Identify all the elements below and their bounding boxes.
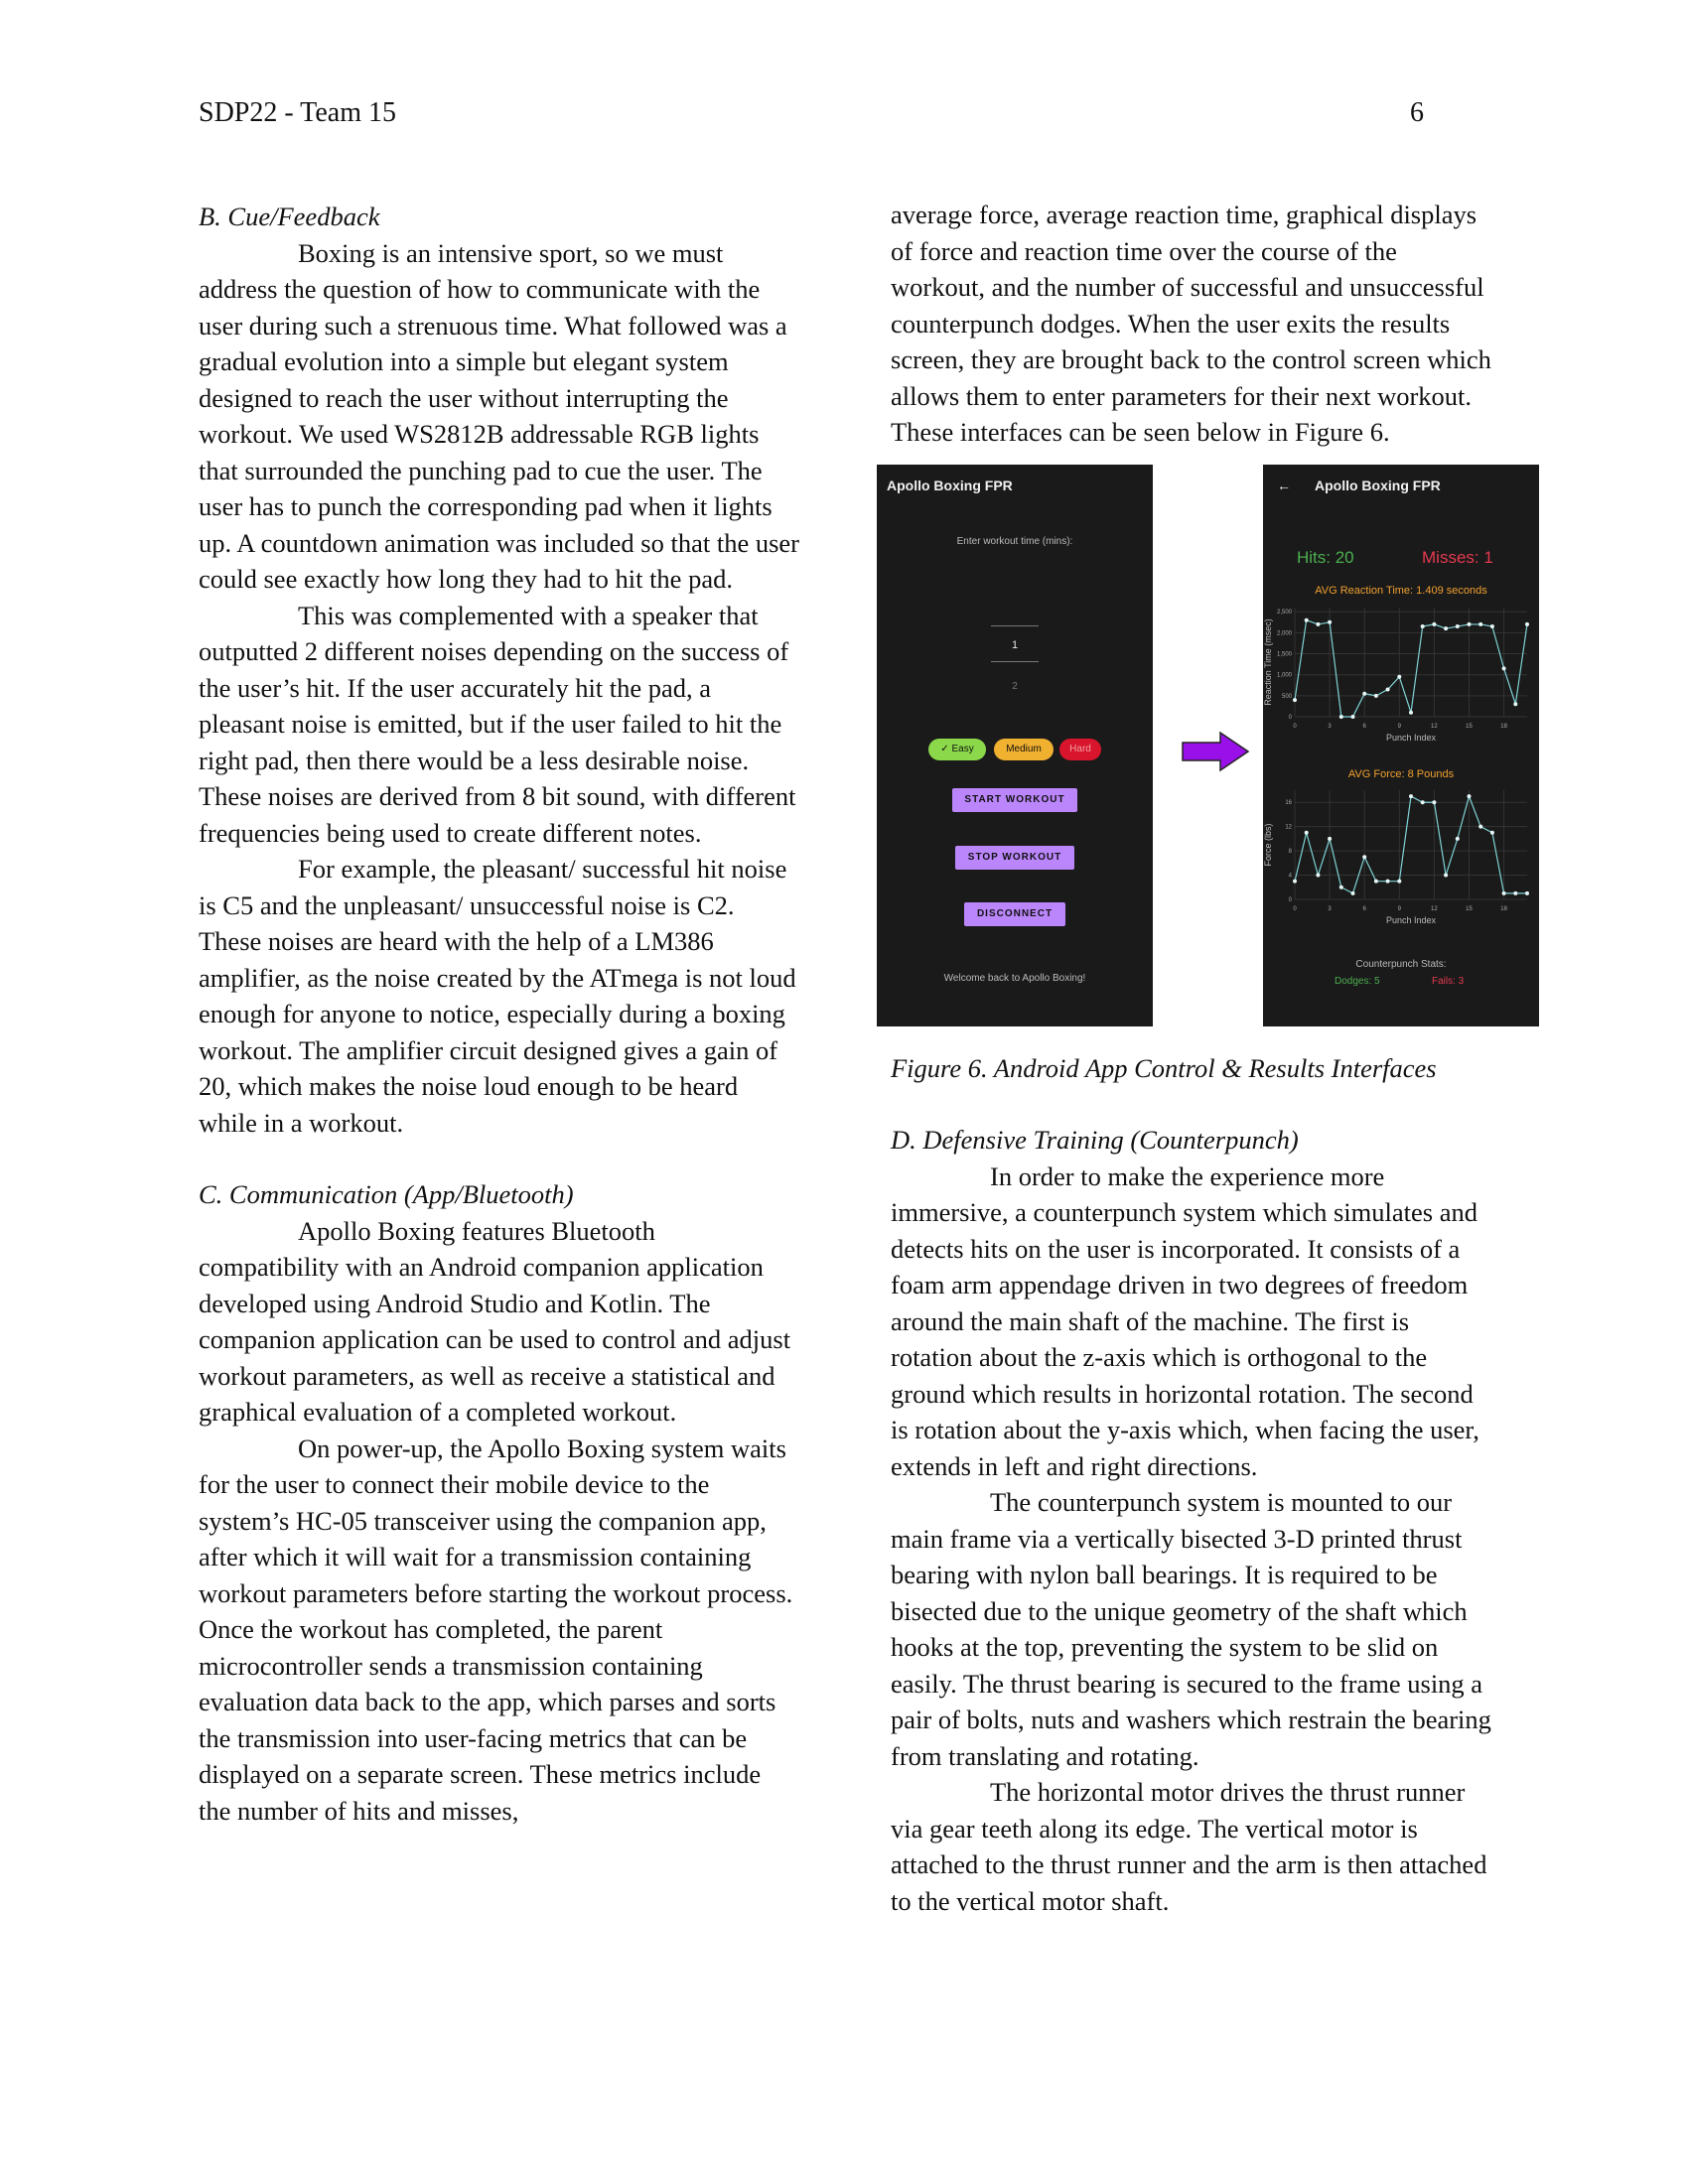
y-tick-label: 12 xyxy=(1285,824,1292,831)
right-column xyxy=(887,197,1507,1919)
paragraph: The horizontal motor drives the thrust runner via gear teeth along its edge. The vertical motor is attached to the thrust runner and the arm is then attached to the vertical motor shaft. xyxy=(891,1777,1487,1916)
data-point xyxy=(1397,674,1401,678)
picker-divider xyxy=(991,625,1039,626)
dodges-count: Dodges: 5 xyxy=(1335,975,1380,987)
data-point xyxy=(1397,879,1401,883)
picker-divider xyxy=(991,661,1039,662)
x-axis-label: Punch Index xyxy=(1385,732,1437,743)
data-point xyxy=(1502,666,1506,670)
stop-workout-button[interactable]: STOP WORKOUT xyxy=(955,846,1074,870)
y-tick-label: 16 xyxy=(1285,799,1292,806)
running-header: SDP22 - Team 15 xyxy=(199,97,396,128)
data-point xyxy=(1351,715,1355,719)
x-tick-label: 6 xyxy=(1362,905,1366,912)
data-point xyxy=(1490,830,1494,834)
data-point xyxy=(1386,879,1390,883)
data-point xyxy=(1421,624,1425,628)
y-tick-label: 8 xyxy=(1288,848,1292,855)
data-point xyxy=(1328,836,1332,840)
figure-6 xyxy=(887,465,1507,1050)
data-point xyxy=(1513,702,1517,706)
data-point xyxy=(1374,879,1378,883)
data-point xyxy=(1351,890,1355,894)
data-point xyxy=(1444,626,1448,630)
hard-chip[interactable] xyxy=(1059,739,1101,760)
x-tick-label: 12 xyxy=(1431,905,1438,912)
data-point xyxy=(1362,855,1366,859)
y-tick-label: 2,000 xyxy=(1276,629,1292,636)
x-tick-label: 9 xyxy=(1397,905,1401,912)
data-point xyxy=(1339,885,1343,888)
data-point xyxy=(1305,830,1309,834)
control-screen xyxy=(877,465,1153,1026)
y-tick-label: 2,500 xyxy=(1276,609,1292,615)
page-number: 6 xyxy=(1410,97,1424,128)
data-point xyxy=(1362,691,1366,695)
data-point xyxy=(1525,621,1529,625)
y-tick-label: 4 xyxy=(1288,873,1292,880)
data-point xyxy=(1513,890,1517,894)
data-point xyxy=(1456,624,1460,628)
data-point xyxy=(1293,879,1297,883)
x-axis-label: Punch Index xyxy=(1385,914,1437,925)
app-title: Apollo Boxing FPR xyxy=(1315,477,1441,493)
data-point xyxy=(1525,890,1529,894)
section-heading-communication: C. Communication (App/Bluetooth) xyxy=(199,1179,574,1209)
paragraph: Boxing is an intensive sport, so we must address the question of how to communicate with the user during such a strenuous time. What followed was a gradual evolution into a simple but elegant system designed to reach the user without interrupting the workout. We used WS2812B addressable RGB lights that surrounded the punching pad to cue the user. The user has to punch the corresponding pad when it lights up. A countdown animation was included so that the user could see exactly how long they had to hit the pad. xyxy=(199,237,799,594)
avg-force: AVG Force: 8 Pounds xyxy=(1347,767,1455,780)
force-chart xyxy=(1263,782,1539,931)
x-tick-label: 12 xyxy=(1431,723,1438,730)
easy-chip[interactable] xyxy=(928,739,986,760)
hard-chip-label: Hard xyxy=(1069,743,1091,754)
data-point xyxy=(1409,794,1413,798)
reaction-time-chart xyxy=(1263,600,1539,747)
data-point xyxy=(1374,693,1378,697)
arrow-right-icon xyxy=(1181,731,1250,772)
data-point xyxy=(1478,621,1482,625)
hits-count: Hits: 20 xyxy=(1297,547,1354,567)
paragraph: The counterpunch system is mounted to our main frame via a vertically bisected 3-D printed thrust bearing with nylon ball bearings. It is required to be bisected due to the unique geometry of the shaft which hooks at the top, preventing the system to be slid on easily. The thrust bearing is secured to the frame using a pair of bolts, nuts and washers which restrain the bearing from translating and rotating. xyxy=(891,1487,1491,1771)
data-point xyxy=(1432,800,1436,804)
y-tick-label: 500 xyxy=(1281,693,1292,700)
disconnect-button[interactable]: DISCONNECT xyxy=(964,902,1065,926)
workout-time-prompt: Enter workout time (mins): xyxy=(956,535,1073,547)
x-tick-label: 3 xyxy=(1328,905,1332,912)
y-tick-label: 1,500 xyxy=(1276,651,1292,658)
time-picker-selected[interactable]: 1 xyxy=(1011,638,1019,651)
paragraph: On power-up, the Apollo Boxing system waits for the user to connect their mobile device to the system’s HC-05 transceiver using the companion app, after which it will wait for a transmission containing workout parameters before starting the workout process. Once the workout has completed, the parent microcontroller sends a transmission containing evaluation data back to the app, which parses and sorts the transmission into user-facing metrics that can be displayed on a separate screen. These metrics include the number of hits and misses, xyxy=(199,1433,793,1826)
avg-reaction-time: AVG Reaction Time: 1.409 seconds xyxy=(1315,584,1487,597)
data-point xyxy=(1293,698,1297,702)
y-axis-label: Force (lbs) xyxy=(1263,822,1273,867)
section-heading-cue-feedback: B. Cue/Feedback xyxy=(199,202,380,231)
data-point xyxy=(1316,621,1320,625)
data-point xyxy=(1316,873,1320,877)
start-workout-button[interactable]: START WORKOUT xyxy=(952,788,1077,812)
paragraph: For example, the pleasant/ successful hit noise is C5 and the unpleasant/ unsuccessful noise is C2. These noises are heard with the help of a LM386 amplifier, as the noise created by the ATmega is not loud enough for anyone to notice, especially during a boxing workout. The amplifier circuit designed gives a gain of 20, which makes the noise loud enough to be heard while in a workout. xyxy=(199,854,796,1138)
x-tick-label: 6 xyxy=(1362,723,1366,730)
data-point xyxy=(1468,794,1472,798)
x-tick-label: 0 xyxy=(1293,905,1297,912)
counterpunch-stats-title: Counterpunch Stats: xyxy=(1355,958,1447,970)
paragraph: In order to make the experience more immersive, a counterpunch system which simulates and detects hits on the user is incorporated. It consists of a foam arm appendage driven in two degrees of freedom around the main shaft of the machine. The first is rotation about the z-axis which is orthogonal to the ground which results in horizontal rotation. The second is rotation about the y-axis which, when facing the user, extends in left and right directions. xyxy=(891,1160,1479,1481)
y-axis-label: Reaction Time (msec) xyxy=(1263,617,1273,706)
data-point xyxy=(1502,890,1506,894)
data-point xyxy=(1328,619,1332,623)
paragraph: average force, average reaction time, graphical displays of force and reaction time over the course of the workout, and the number of successful and unsuccessful counterpunch dodges. When the user exits the results screen, they are brought back to the control screen which allows them to enter parameters for their next workout. These interfaces can be seen below in Figure 6. xyxy=(891,200,1491,447)
x-tick-label: 15 xyxy=(1466,905,1473,912)
check-icon: ✓ xyxy=(940,743,949,754)
x-tick-label: 0 xyxy=(1293,723,1297,730)
easy-chip-label: Easy xyxy=(951,743,974,754)
results-screen xyxy=(1263,465,1539,1026)
left-column xyxy=(199,199,799,1829)
medium-chip-label: Medium xyxy=(1006,743,1042,754)
y-tick-label: 1,000 xyxy=(1276,672,1292,679)
data-point xyxy=(1421,800,1425,804)
misses-count: Misses: 1 xyxy=(1422,547,1493,567)
data-point xyxy=(1386,687,1390,691)
fails-count: Fails: 3 xyxy=(1432,975,1465,987)
x-tick-label: 18 xyxy=(1500,723,1507,730)
y-tick-label: 0 xyxy=(1288,714,1292,721)
x-tick-label: 15 xyxy=(1466,723,1473,730)
paragraph: This was complemented with a speaker that outputted 2 different noises depending on the success of the user’s hit. If the user accurately hit the pad, a pleasant noise is emitted, but if the user failed to hit the right pad, then there would be a less desirable noise. These noises are derived from 8 bit sound, with different frequencies being used to create different notes. xyxy=(199,600,796,848)
x-tick-label: 18 xyxy=(1500,905,1507,912)
data-point xyxy=(1456,836,1460,840)
medium-chip[interactable] xyxy=(994,739,1054,760)
x-tick-label: 9 xyxy=(1397,723,1401,730)
back-arrow-icon[interactable]: ← xyxy=(1277,477,1291,493)
figure-caption: Figure 6. Android App Control & Results Interfaces xyxy=(891,1052,1437,1083)
time-picker-next[interactable]: 2 xyxy=(1012,680,1018,692)
section-heading-defensive-training: D. Defensive Training (Counterpunch) xyxy=(891,1125,1299,1155)
data-point xyxy=(1339,715,1343,719)
data-point xyxy=(1432,621,1436,625)
x-tick-label: 3 xyxy=(1328,723,1332,730)
y-tick-label: 0 xyxy=(1288,896,1292,903)
data-point xyxy=(1490,624,1494,628)
data-point xyxy=(1478,824,1482,828)
data-point xyxy=(1444,873,1448,877)
paragraph: Apollo Boxing features Bluetooth compatibility with an Android companion application developed using Android Studio and Kotlin. The companion application can be used to control and adjust workout parameters, as well as receive a statistical and graphical evaluation of a completed workout. xyxy=(199,1215,791,1427)
data-point xyxy=(1409,710,1413,714)
app-title: Apollo Boxing FPR xyxy=(887,477,1013,493)
data-point xyxy=(1305,617,1309,621)
welcome-message: Welcome back to Apollo Boxing! xyxy=(943,972,1086,984)
data-point xyxy=(1468,621,1472,625)
